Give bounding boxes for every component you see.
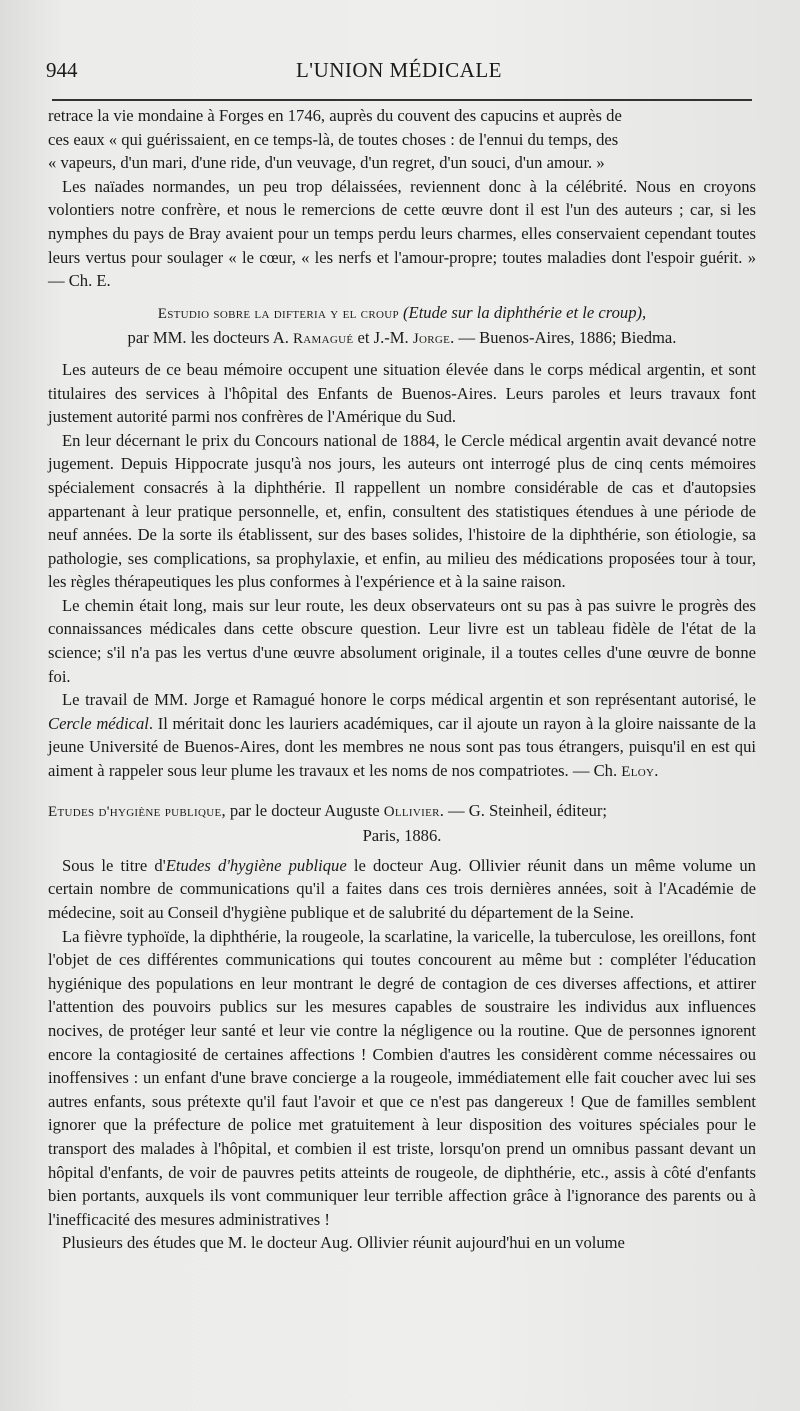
opening-line-1: retrace la vie mondaine à Forges en 1746, auprès du couvent des capucins et auprès de: [48, 106, 622, 125]
author-name: Jorge: [412, 331, 451, 348]
author-name: Ramagué: [293, 331, 354, 348]
review-title: Etudes d'hygiène publique: [48, 803, 222, 820]
publication-info: . — Buenos-Aires, 1886; Biedma.: [450, 328, 677, 348]
page-header: [46, 58, 752, 86]
authors-text: , par le docteur Auguste: [221, 800, 384, 820]
opening-paragraph: Les naïades normandes, un peu trop délaissées, reviennent donc à la célébrité. Nous en croyons volontiers notre confrère, et nous le remercions de cette œuvre dont il est l'un des auteurs ; car, si les nymphes du pays de Bray avaient pour un temps perdu leurs charmes, elles conservaient cependant toutes leurs vertus pour soulager « le cœur, « les nerfs et l'amour-propre; toutes maladies dont l'espoir guérit. » — Ch. E.: [48, 176, 756, 291]
authors-text: et J.-M.: [353, 328, 413, 348]
review-paragraph: [48, 688, 756, 784]
review-heading-diphtheria: [48, 301, 756, 352]
opening-line-2: ces eaux « qui guérissaient, en ce temps-là, de toutes choses : de l'ennui du temps, des: [48, 129, 619, 149]
review-paragraph: Le chemin était long, mais sur leur route, les deux observateurs ont su pas à pas suivre le progrès des connaissances médicales dans cette obscure question. Leur livre est un tableau fidèle de l'état de la science; s'il n'a pas les vertus d'une œuvre absolument originale, il a toutes celles d'une œuvre de bonne foi.: [48, 595, 756, 686]
text-run: Le travail de MM. Jorge et Ramagué honore le corps médical argentin et son représentant autorisé, le: [62, 690, 756, 710]
text-run: le docteur Aug. Ollivier réunit dans un même volume un certain nombre de communications qu'il a faites dans ces trois dernières années, soit à l'Académie de médecine, soit au Conseil d'hygiène publique et de salubrité du département de la Seine.: [48, 855, 756, 922]
text-run: .: [654, 761, 659, 781]
review-title-translation: (Etude sur la diphthérie et le croup),: [403, 302, 647, 322]
text-run: . Il méritait donc les lauriers académiques, car il ajoute un rayon à la gloire naissante de la jeune Université de Buenos-Aires, dont les membres ne nous sont pas tous étrangers, puisqu'il en est qui aiment à rappeler sous leur plume les travaux et les noms de nos compatriotes. — Ch.: [48, 713, 756, 781]
review-paragraph: Plusieurs des études que M. le docteur Aug. Ollivier réunit aujourd'hui en un volume: [62, 1233, 625, 1253]
running-title: L'UNION MÉDICALE: [295, 58, 502, 82]
header-rule: [52, 99, 752, 101]
review-paragraph: En leur décernant le prix du Concours national de 1884, le Cercle médical argentin avait devancé notre jugement. Depuis Hippocrate jusqu'à nos jours, les auteurs ont interrogé plus de cinq cents mémoires spécialement consacrés à la diphthérie. Il rappellent un nombre considérable de cas et d'autopsies appartenant à leur pratique personnelle, et, enfin, consultent des statistiques étendues à une période de neuf années. De la sorte ils établissent, sur des bases solides, l'histoire de la diphthérie, son étiologie, sa pathologie, ses complications, sa prophylaxie, et enfin, au milieu des médications proposées tour à tour, les règles thérapeutiques les plus conformes à l'expérience et à la saine raison.: [48, 430, 756, 592]
publication-place: Paris, 1886.: [362, 826, 442, 846]
italic-run: Etudes d'hygiène publique: [165, 855, 347, 875]
review-paragraph: La fièvre typhoïde, la diphthérie, la rougeole, la scarlatine, la varicelle, la tuberculose, les oreillons, font l'objet de ces différentes communications qui toutes concourent au même but : compléter l'éducation hygiénique des populations en leur montrant le degré de contagion de ces diverses affections, et attirer l'attention des pouvoirs publics sur les mesures capables de soustraire les individus aux influences nocives, de protéger leur santé et leur vie contre la négligence ou la routine. Que de personnes ignorent encore la contagiosité de certaines affections ! Combien d'autres les considèrent comme nécessaires ou inoffensives : un enfant d'une brave concierge a la rougeole, immédiatement elle fait coucher avec lui ses autres enfants, sous prétexte qu'il faut l'avoir et que ce n'est pas dangereux ! Que de familles semblent ignorer que la préfecture de police met gratuitement à leur disposition des voitures spéciales pour le transport des malades à l'hôpital, et combien il est triste, lorsqu'on prend un omnibus passant devant un hôpital d'enfants, de voir de pauvres petits atteints de rougeole, de diphthérie, etc., assis à côté d'enfants bien portants, auxquels ils vont communiquer leur terrible affection grâce à l'ignorance des parents ou à l'inefficacité des mesures administratives !: [48, 926, 756, 1229]
review-paragraph: Les auteurs de ce beau mémoire occupent une situation élevée dans le corps médical argentin, et sont titulaires des services à l'hôpital des Enfants de Buenos-Aires. Leurs paroles et leurs travaux font justement autorité parmi nos confrères de l'Amérique du Sud.: [48, 359, 756, 427]
author-name: Ollivier: [383, 803, 440, 820]
authors-text: par MM. les docteurs A.: [127, 328, 293, 348]
page-number: 944: [46, 58, 78, 82]
signature: Eloy: [621, 764, 655, 781]
opening-line-3: « vapeurs, d'un mari, d'une ride, d'un veuvage, d'un regret, d'un souci, d'un amour. »: [48, 153, 605, 173]
review-title: Estudio sobre la difteria y el croup: [157, 305, 399, 322]
review-paragraph: [48, 854, 756, 925]
text-run: Sous le titre d': [62, 855, 166, 875]
review-heading-hygiene: [48, 799, 756, 848]
publication-info: . — G. Steinheil, éditeur;: [439, 800, 608, 820]
italic-run: Cercle médical: [48, 713, 149, 733]
page-body: [48, 104, 756, 1255]
